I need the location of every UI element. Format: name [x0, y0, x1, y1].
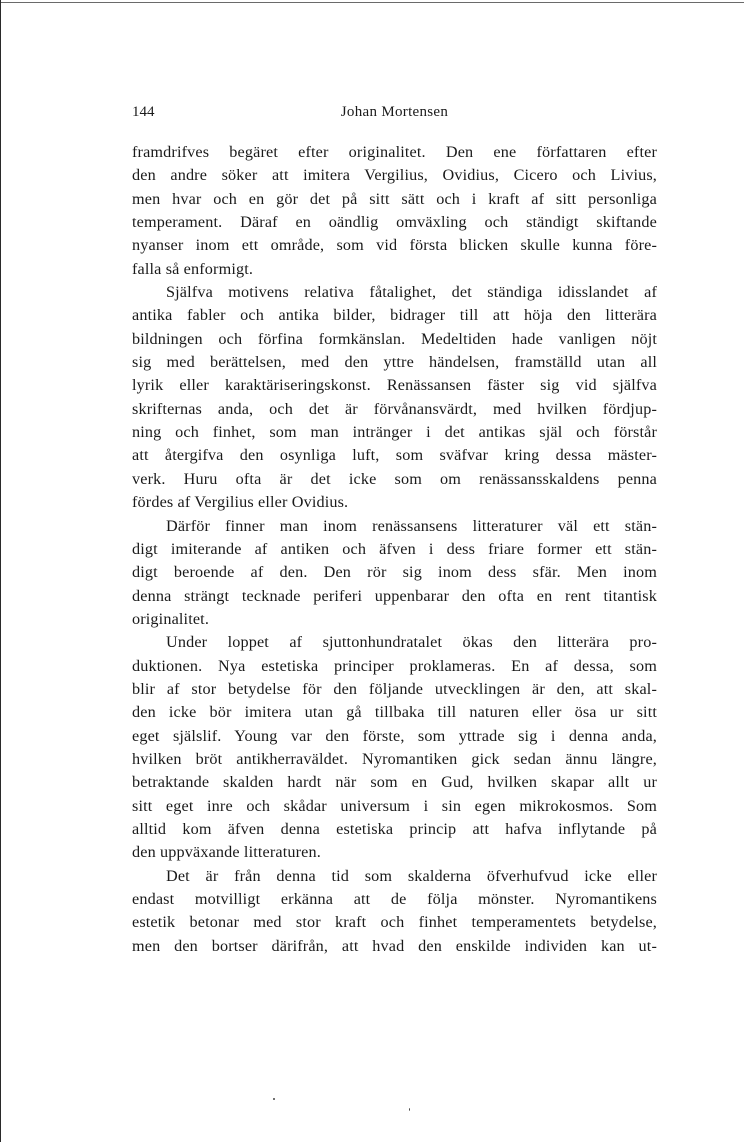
- body-text: [132, 141, 657, 958]
- text-line: bildningen och förfina formkänslan. Medeltiden hade vanligen nöjt: [132, 329, 657, 348]
- text-line: duktionen. Nya estetiska principer proklameras. En af dessa, som: [132, 656, 657, 675]
- text-line: men hvar och en gör det på sitt sätt och i kraft af sitt personliga: [132, 189, 657, 208]
- text-line: hvilken bröt antikherraväldet. Nyromantiken gick sedan ännu längre,: [132, 749, 657, 768]
- text-line: temperament. Däraf en oändlig omväxling och ständigt skiftande: [132, 213, 657, 232]
- text-line: alltid kom äfven denna estetiska princip att hafva inflytande på: [132, 819, 657, 838]
- text-line: estetik betonar med stor kraft och finhet temperamentets betydelse,: [132, 913, 657, 932]
- running-head: Johan Mortensen: [340, 104, 449, 120]
- text-line: Därför finner man inom renässansens litteraturer väl ett stän-: [166, 516, 657, 535]
- page-number: 144: [132, 104, 155, 120]
- text-line: digt beroende af den. Den rör sig inom dess sfär. Men inom: [132, 563, 657, 582]
- text-line: lyrik eller karaktäriseringskonst. Renässansen fäster sig vid själfva: [132, 376, 657, 395]
- scan-border-top: [0, 2, 744, 3]
- text-line: antika fabler och antika bilder, bidrager till att höja den litterära: [132, 306, 657, 325]
- text-line: framdrifves begäret efter originalitet. Den ene författaren efter: [132, 143, 657, 161]
- text-line: den andre söker att imitera Vergilius, Ovidius, Cicero och Livius,: [132, 166, 657, 185]
- text-line: nyanser inom ett område, som vid första blicken skulle kunna före-: [132, 236, 657, 255]
- text-line: endast motvilligt erkänna att de följa mönster. Nyromantikens: [132, 890, 657, 908]
- text-line: blir af stor betydelse för den följande utvecklingen är den, att skal-: [132, 679, 657, 698]
- scan-speck: [409, 1108, 410, 1111]
- text-line: Det är från denna tid som skalderna öfverhufvud icke eller: [166, 866, 657, 885]
- text-line: verk. Huru ofta är det icke som om renässansskaldens penna: [132, 469, 657, 488]
- text-line: att återgifva den osynliga luft, som sväfvar kring dessa mäster-: [132, 446, 657, 465]
- text-line: Själfva motivens relativa fåtalighet, det ständiga idisslandet af: [166, 283, 657, 302]
- text-line: Under loppet af sjuttonhundratalet ökas den litterära pro-: [166, 633, 657, 652]
- text-line: men den bortser därifrån, att hvad den enskilde individen kan ut-: [132, 936, 657, 955]
- text-line: originalitet.: [132, 609, 210, 628]
- text-line: den uppväxande litteraturen.: [132, 843, 321, 862]
- text-line: betraktande skalden hardt när som en Gud, hvilken skapar allt ur: [132, 773, 657, 792]
- text-line: digt imiterande af antiken och äfven i dess friare former ett stän-: [132, 539, 657, 558]
- text-line: denna strängt tecknade periferi uppenbarar den ofta en rent titantisk: [132, 586, 657, 605]
- text-line: ning och finhet, som man intränger i det antikas själ och förstår: [132, 423, 657, 442]
- text-line: sig med berättelsen, med den yttre händelsen, framställd utan all: [132, 353, 657, 372]
- text-line: skrifternas anda, och det är förvånansvärdt, med hvilken fördjup-: [132, 399, 657, 418]
- scan-border-left: [0, 0, 1, 1142]
- text-line: falla så enformigt.: [132, 259, 254, 278]
- text-line: sitt eget inre och skådar universum i sin egen mikrokosmos. Som: [132, 796, 657, 815]
- text-line: fördes af Vergilius eller Ovidius.: [132, 493, 349, 512]
- text-line: den icke bör imitera utan gå tillbaka till naturen eller ösa ur sitt: [132, 703, 657, 722]
- scan-speck: [273, 1098, 275, 1100]
- page-header: [132, 104, 657, 128]
- text-line: eget själslif. Young var den förste, som yttrade sig i denna anda,: [132, 726, 657, 745]
